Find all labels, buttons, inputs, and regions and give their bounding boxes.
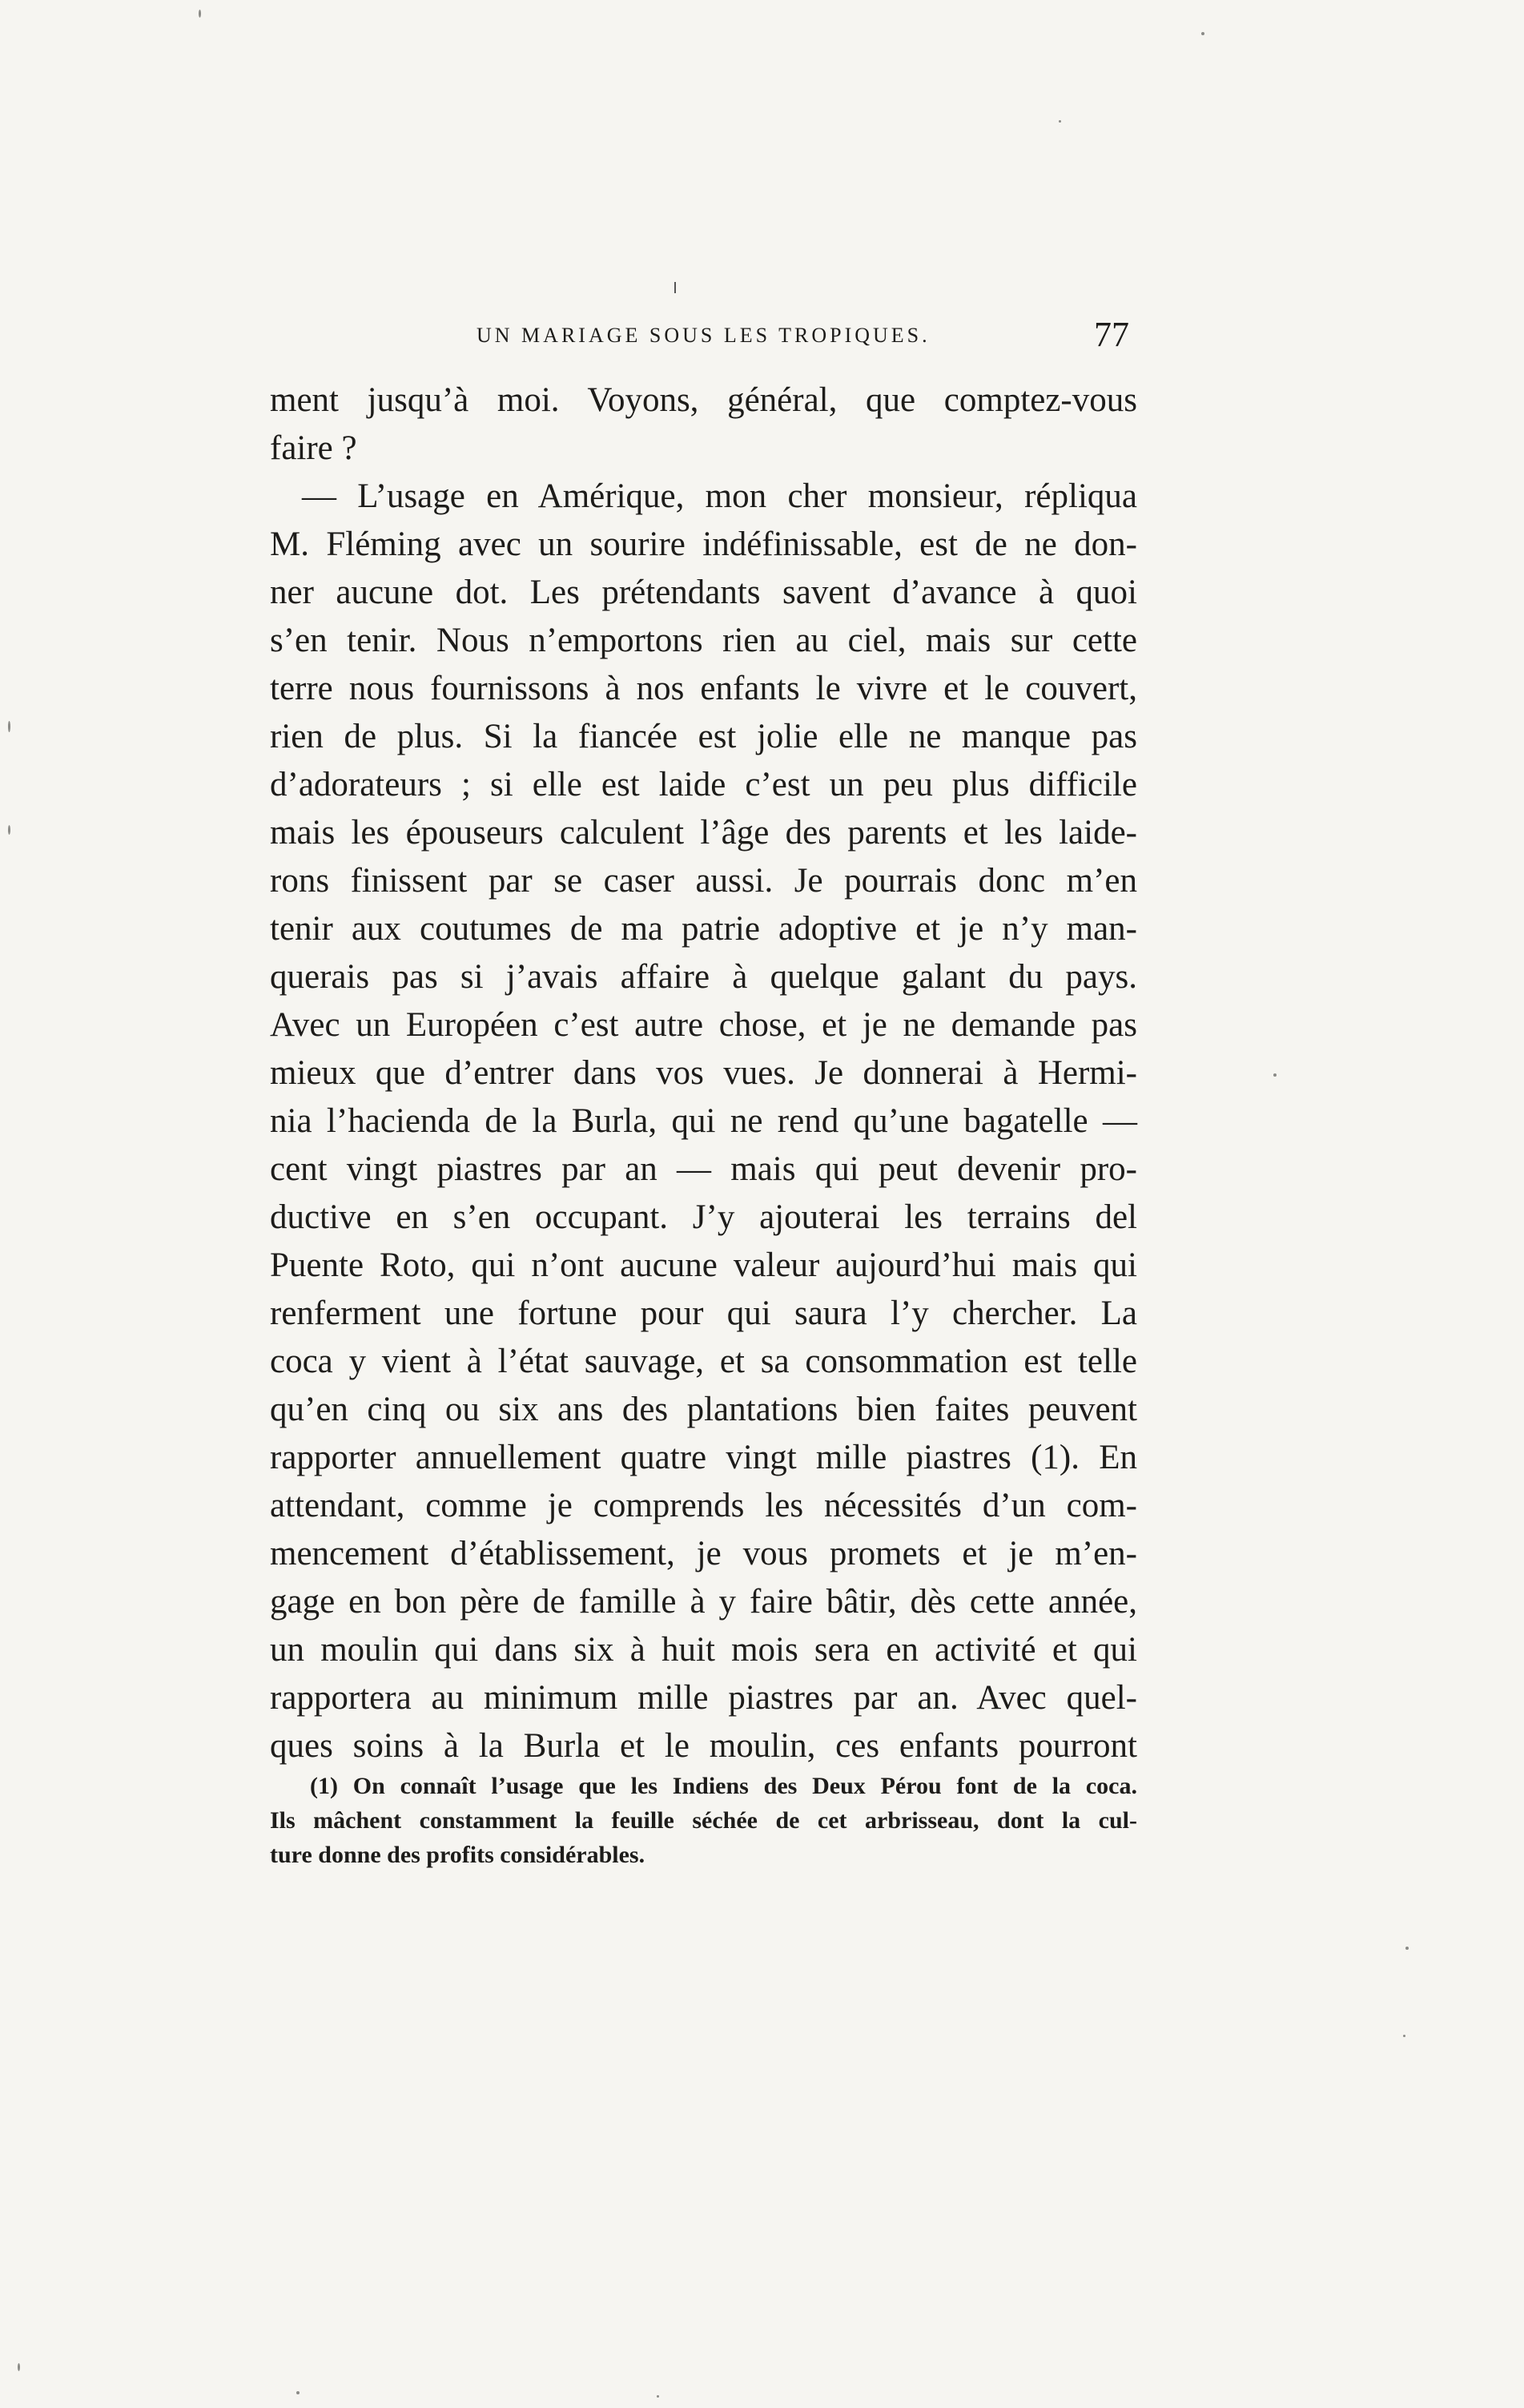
running-header: UN MARIAGE SOUS LES TROPIQUES.	[477, 324, 931, 347]
text-line: ductive en s’en occupant. J’y ajouterai les terrains del	[270, 1198, 1137, 1236]
footnote-line: (1) On connaît l’usage que les Indiens des Deux Pérou font de la coca.	[310, 1773, 1137, 1799]
footnote-line: ture donne des profits considérables.	[270, 1842, 645, 1868]
text-line: — L’usage en Amérique, mon cher monsieur, répliqua	[302, 477, 1137, 515]
scan-speck	[1059, 120, 1061, 123]
scan-speck	[1273, 1073, 1277, 1077]
scan-speck	[199, 10, 201, 18]
scan-speck	[1405, 1947, 1409, 1950]
scan-speck	[8, 825, 10, 835]
page-number: 77	[1094, 315, 1129, 354]
text-line: s’en tenir. Nous n’emportons rien au ciel, mais sur cette	[270, 622, 1137, 659]
scan-speck	[1403, 2035, 1405, 2037]
text-line: Avec un Européen c’est autre chose, et je ne demande pas	[270, 1006, 1137, 1044]
footnote	[270, 1769, 1137, 1872]
text-line: nia l’hacienda de la Burla, qui ne rend qu’une bagatelle —	[270, 1102, 1137, 1140]
text-line: Puente Roto, qui n’ont aucune valeur aujourd’hui mais qui	[270, 1246, 1137, 1284]
text-line: rapporter annuellement quatre vingt mille piastres (1). En	[270, 1439, 1137, 1476]
text-line: querais pas si j’avais affaire à quelque galant du pays.	[270, 958, 1137, 996]
text-line: un moulin qui dans six à huit mois sera en activité et qui	[270, 1631, 1137, 1669]
text-line: ques soins à la Burla et le moulin, ces enfants pourront	[270, 1727, 1137, 1765]
text-line: rons finissent par se caser aussi. Je pourrais donc m’en	[270, 862, 1137, 900]
scan-speck	[18, 2363, 20, 2371]
text-line: faire ?	[270, 429, 357, 467]
scan-speck	[1201, 32, 1204, 35]
text-line: M. Fléming avec un sourire indéfinissable, est de ne don-	[270, 525, 1137, 563]
text-line: rien de plus. Si la fiancée est jolie elle ne manque pas	[270, 718, 1137, 755]
text-line: coca y vient à l’état sauvage, et sa consommation est telle	[270, 1343, 1137, 1380]
printer-mark	[674, 282, 676, 293]
text-line: mais les épouseurs calculent l’âge des parents et les laide-	[270, 814, 1137, 852]
text-line: d’adorateurs ; si elle est laide c’est un peu plus difficile	[270, 766, 1137, 803]
scan-speck	[657, 2395, 659, 2398]
text-line: ment jusqu’à moi. Voyons, général, que comptez-vous	[270, 381, 1137, 419]
text-line: tenir aux coutumes de ma patrie adoptive et je n’y man-	[270, 910, 1137, 948]
text-line: cent vingt piastres par an — mais qui peut devenir pro-	[270, 1150, 1137, 1188]
text-line: terre nous fournissons à nos enfants le vivre et le couvert,	[270, 670, 1137, 707]
text-line: renferment une fortune pour qui saura l’y chercher. La	[270, 1295, 1137, 1332]
text-line: attendant, comme je comprends les nécessités d’un com-	[270, 1487, 1137, 1524]
text-line: ner aucune dot. Les prétendants savent d’avance à quoi	[270, 574, 1137, 611]
text-line: gage en bon père de famille à y faire bâtir, dès cette année,	[270, 1583, 1137, 1621]
text-line: rapportera au minimum mille piastres par an. Avec quel-	[270, 1679, 1137, 1717]
scan-speck	[296, 2391, 300, 2394]
text-line: mencement d’établissement, je vous promets et je m’en-	[270, 1535, 1137, 1572]
scan-speck	[8, 721, 10, 732]
text-line: mieux que d’entrer dans vos vues. Je donnerai à Hermi-	[270, 1054, 1137, 1092]
text-line: qu’en cinq ou six ans des plantations bien faites peuvent	[270, 1391, 1137, 1428]
body-text	[270, 377, 1137, 1770]
footnote-line: Ils mâchent constamment la feuille séchée de cet arbrisseau, dont la cul-	[270, 1807, 1137, 1834]
